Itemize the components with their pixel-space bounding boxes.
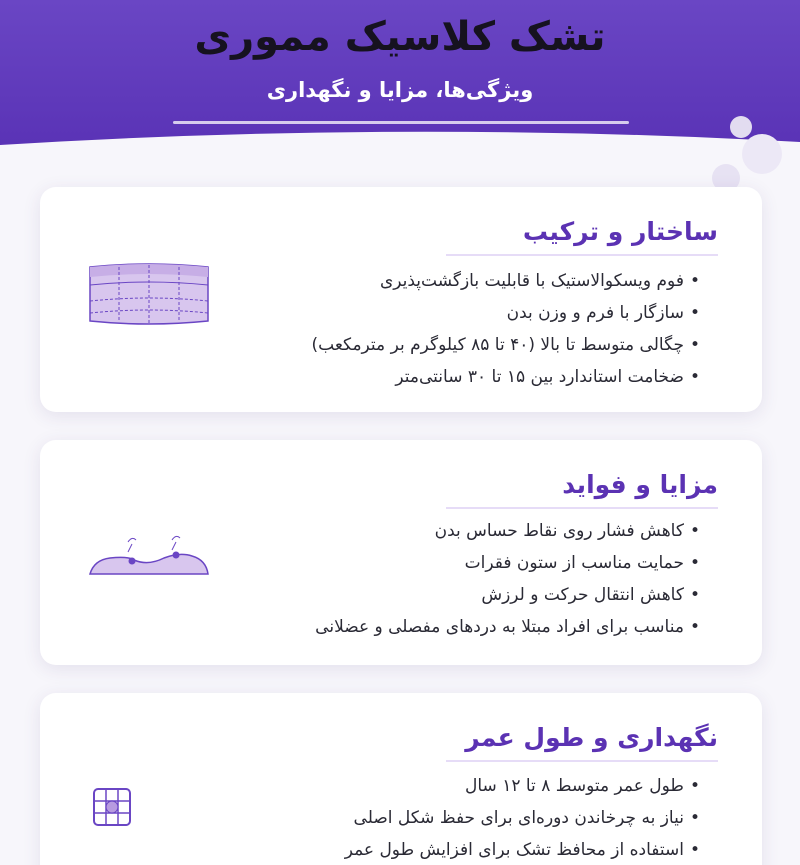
header-divider	[173, 121, 629, 124]
decorative-bubble	[742, 134, 782, 174]
section-title: مزایا و فواید	[562, 470, 718, 499]
page-title: تشک کلاسیک مموری	[194, 14, 606, 60]
section-title-underline	[446, 254, 718, 256]
section-card-benefits	[40, 440, 762, 665]
grid-care-icon	[92, 787, 132, 827]
list-item: •کاهش انتقال حرکت و لرزش	[481, 585, 700, 605]
decorative-bubble	[730, 116, 752, 138]
list-item: •سازگار با فرم و وزن بدن	[506, 303, 700, 323]
page-subtitle: ویژگی‌ها، مزایا و نگهداری	[266, 78, 534, 102]
list-item: •فوم ویسکوالاستیک با قابلیت بازگشت‌پذیری	[379, 271, 700, 291]
pressure-relief-icon	[88, 524, 212, 580]
list-item: •نیاز به چرخاندن دوره‌ای برای حفظ شکل اصلی	[353, 808, 700, 828]
list-item: •استفاده از محافظ تشک برای افزایش طول عمر	[344, 840, 700, 860]
section-list	[312, 265, 700, 393]
section-card-maintenance	[40, 693, 762, 865]
section-title-underline	[446, 507, 718, 509]
section-title: ساختار و ترکیب	[522, 217, 718, 246]
list-item: •چگالی متوسط تا بالا (۴۰ تا ۸۵ کیلوگرم بر مترمکعب)	[311, 335, 700, 355]
header	[0, 0, 800, 170]
section-title-underline	[446, 760, 718, 762]
mattress-layers-icon	[88, 263, 210, 327]
list-item: •طول عمر متوسط ۸ تا ۱۲ سال	[465, 776, 700, 796]
list-item: •ضخامت استاندارد بین ۱۵ تا ۳۰ سانتی‌متر	[395, 367, 700, 387]
section-list	[315, 515, 700, 643]
section-card-structure	[40, 187, 762, 412]
list-item: •مناسب برای افراد مبتلا به دردهای مفصلی و عضلانی	[315, 617, 700, 637]
section-list	[345, 770, 700, 865]
list-item: •حمایت مناسب از ستون فقرات	[464, 553, 700, 573]
section-title: نگهداری و طول عمر	[465, 723, 718, 752]
list-item: •کاهش فشار روی نقاط حساس بدن	[434, 521, 700, 541]
